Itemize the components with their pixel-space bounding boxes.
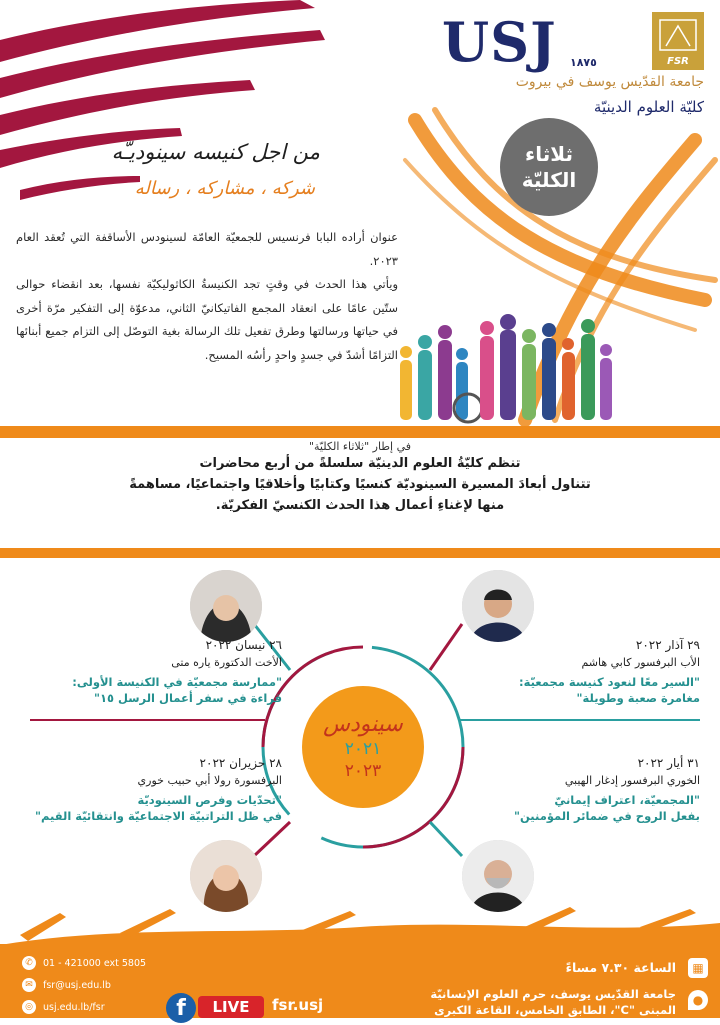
orange-divider-top <box>0 426 720 438</box>
lecture-speaker: الأب البرفسور كابي هاشم <box>581 656 700 669</box>
venue-line1: جامعة القدّيس يوسف، حرم العلوم الإنسانيّة <box>430 987 676 1001</box>
live-badge[interactable]: LIVE <box>198 996 264 1018</box>
intro-paragraph-1: عنوان أراده البابا فرنسيس للجمعيّة العامّة لسينودس الأساقفة التي تُعقد العام ٢٠٢٣. <box>16 230 398 268</box>
series-announcement <box>60 440 660 516</box>
lecture-speaker: الخوري البرفسور إدغار الهيبي <box>564 774 700 787</box>
phone-number: 01 - 421000 ext 5805 <box>43 957 147 969</box>
banner-line-1: تنظم كليّةُ العلوم الدينيّة سلسلةً من أربع محاضرات <box>199 456 521 471</box>
website-contact[interactable] <box>22 1000 105 1014</box>
lecture-topic-line2: قراءة في سفر أعمال الرسل ١٥" <box>93 691 282 705</box>
facebook-icon[interactable]: f <box>166 993 196 1023</box>
lecture-item <box>22 756 282 824</box>
usj-fsr-logo <box>442 12 704 132</box>
fsr-label: FSR <box>667 56 689 67</box>
lecture-topic-line1: "ممارسة مجمعيّة في الكنيسة الأولى: <box>72 675 282 689</box>
usj-wordmark: USJ <box>442 10 557 74</box>
emblem-icon <box>652 12 704 56</box>
lecture-speaker: الأخت الدكتورة ياره متى <box>171 656 282 669</box>
lecture-date: ٢٨ حزيران ٢٠٢٢ <box>199 756 282 770</box>
calendar-icon: ▦ <box>688 958 708 978</box>
event-time: الساعة ٧.٣٠ مساءً <box>565 960 676 975</box>
orange-divider-bottom <box>0 548 720 558</box>
phone-icon: ✆ <box>22 956 36 970</box>
lecture-topic <box>460 792 700 824</box>
speaker-photo-rola-abi-habib <box>190 840 262 912</box>
lecture-topic-line2: بفعل الروح في ضمائر المؤمنين" <box>513 809 700 823</box>
banner-line-3: منها لإغناءِ أعمال هذا الحدث الكنسيّ الفكريّة. <box>215 498 505 513</box>
people-silhouettes-illustration <box>392 300 632 430</box>
lecture-topic <box>460 674 700 706</box>
lecture-topic-line1: "تحدّيات وفرص السينوديّة <box>137 793 282 807</box>
lecture-topic-line1: "السير معًا لنعود كنيسة مجمعيّة: <box>519 675 700 689</box>
location-pin-icon: ● <box>688 990 708 1010</box>
synod-2021-2023-logo <box>302 686 424 808</box>
lecture-speaker: البرفسورة رولا أبي حبيب خوري <box>137 774 282 787</box>
badge-line1: ثلاثاء <box>525 142 573 166</box>
lecture-topic <box>22 674 282 706</box>
faculty-name: كليّة العلوم الدينيّة <box>593 98 704 116</box>
university-name: جامعة القدّيس يوسف في بيروت <box>515 74 704 90</box>
website-url[interactable]: usj.edu.lb/fsr <box>43 1001 105 1013</box>
speaker-photo-yara-matta <box>190 570 262 642</box>
main-title: من اجل كنيسه سينوديـّه <box>111 140 320 164</box>
email-contact[interactable] <box>22 978 111 992</box>
synod-year-start: ٢٠٢١ <box>344 739 382 759</box>
banner-line-2: تتناول أبعادَ المسيرة السينوديّة كنسيًا وكتابيًا وأخلاقيًا واجتماعيًا، مساهمةً <box>129 477 591 492</box>
founding-year: ١٨٧٥ <box>570 56 597 69</box>
tuesday-badge <box>500 118 598 216</box>
email-address[interactable]: fsr@usj.edu.lb <box>43 979 111 991</box>
lecture-topic-line2: مغامرة صعبة وطويلة" <box>576 691 700 705</box>
speaker-photo-edgar-el-haiby <box>462 840 534 912</box>
banner-frame: في إطار "ثلاثاء الكليّة" <box>308 440 412 453</box>
lecture-date: ٣١ أيار ٢٠٢٢ <box>637 756 700 770</box>
lecture-date: ٢٦ نيسان ٢٠٢٢ <box>205 638 282 652</box>
lecture-topic-line2: في ظل التراتبيّة الاجتماعيّة وانتقائيّة القيم" <box>35 809 282 823</box>
fsr-emblem <box>652 12 704 70</box>
event-venue <box>396 986 676 1018</box>
lecture-topic <box>22 792 282 824</box>
email-icon: ✉ <box>22 978 36 992</box>
facebook-handle[interactable]: fsr.usj <box>272 996 324 1014</box>
synod-year-end: ٢٠٢٣ <box>344 761 382 781</box>
synod-word: سينودس <box>323 712 403 737</box>
venue-line2: المبنى "C"، الطابق الخامس، القاعة الكبرى <box>434 1003 676 1017</box>
phone-contact <box>22 956 146 970</box>
intro-paragraph-2: ويأتي هذا الحدث في وقتٍ تجد الكنيسةُ الكاثوليكيّة نفسها، بعد انقضاء حوالى ستّين عامًا على انعقاد المجمع الفاتيكانيّ الثاني، مدعوّة إلى التفكير مرّة أخرى في حياتها ورسالتها وطرق تفعيل تلك الرسالة بغية التوصّل إلى التزام جميع أبنائها التزامًا أشدّ في جسدٍ واحدٍ رأسُه المسيح. <box>16 277 398 362</box>
lecture-topic-line1: "المجمعيّة، اعتراف إيمانيّ <box>554 793 700 807</box>
intro-text <box>16 226 398 367</box>
speaker-photo-gaby-hachem <box>462 570 534 642</box>
lecture-item <box>460 638 700 706</box>
subtitle: شركه ، مشاركه ، رساله <box>134 178 315 199</box>
lecture-date: ٢٩ آذار ٢٠٢٢ <box>635 638 700 652</box>
badge-line2: الكليّة <box>521 168 577 192</box>
globe-icon: ◎ <box>22 1000 36 1014</box>
lecture-item <box>22 638 282 706</box>
lecture-item <box>460 756 700 824</box>
